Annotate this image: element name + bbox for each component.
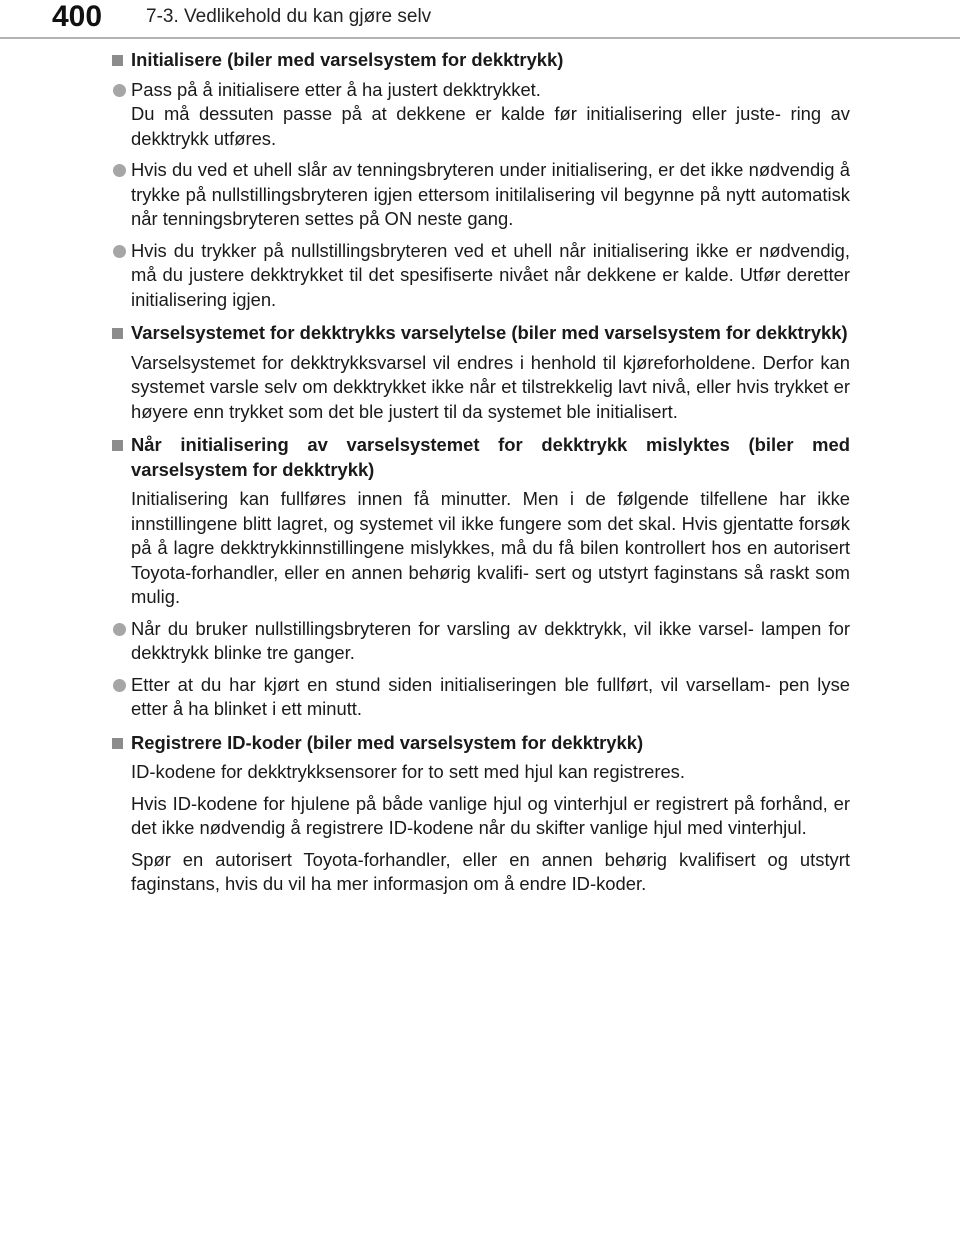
circle-bullet-icon: [113, 245, 126, 258]
list-item: [110, 673, 850, 722]
circle-bullet-icon: [113, 623, 126, 636]
section-heading: [110, 731, 850, 756]
circle-bullet-icon: [113, 84, 126, 97]
section-heading-text: Registrere ID-koder (biler med varselsystem for dekktrykk): [131, 731, 644, 753]
list-item-text: Hvis du ved et uhell slår av tenningsbryteren under initialisering, er det ikke nødvendig å trykke på nullstillingsbryteren igjen ettersom initilalisering vil begynne på nytt automatisk når tenningsbryteren settes på ON neste gang.: [131, 159, 850, 229]
square-bullet-icon: [112, 328, 123, 339]
list-item-text: Etter at du har kjørt en stund siden initialiseringen ble fullført, vil varsellam- pen lyse etter å ha blinket i ett minutt.: [131, 673, 850, 719]
list-item-text: Når du bruker nullstillingsbryteren for varsling av dekktrykk, vil ikke varsel- lampen for dekktrykk blinke tre ganger.: [131, 617, 850, 663]
page-number: 400: [52, 0, 103, 33]
section-heading: [110, 321, 850, 346]
paragraph: Spør en autorisert Toyota-forhandler, eller en annen behørig kvalifisert og utstyrt faginstans, hvis du vil ha mer informasjon om å endre ID-koder.: [131, 848, 850, 894]
square-bullet-icon: [112, 738, 123, 749]
circle-bullet-icon: [113, 679, 126, 692]
circle-bullet-icon: [113, 164, 126, 177]
list-item-text: Hvis du trykker på nullstillingsbryteren ved et uhell når initialisering ikke er nødvendig, må du justere dekktrykket til det spesifiserte nivået når dekkene er kalde. Utfør deretter initialisering igjen.: [131, 239, 850, 310]
paragraph: ID-kodene for dekktrykksensorer for to sett med hjul kan registreres.: [131, 761, 685, 782]
section-heading: [110, 433, 850, 482]
square-bullet-icon: [112, 440, 123, 451]
list-item: [110, 78, 850, 152]
chapter-title: 7-3. Vedlikehold du kan gjøre selv: [146, 6, 432, 27]
section-heading-text: Initialisere (biler med varselsystem for dekktrykk): [131, 49, 564, 70]
list-item-text: Du må dessuten passe på at dekkene er kalde før initialisering eller juste- ring av dekktrykk utføres.: [131, 103, 850, 149]
list-item-text: Pass på å initialisere etter å ha justert dekktrykket.: [131, 78, 541, 100]
paragraph: Varselsystemet for dekktrykksvarsel vil endres i henhold til kjøreforholdene. Derfor kan systemet varsle selv om dekktrykket ikke når et tilstrekkelig lavt nivå, eller hvis trykket er høyere enn trykket som det ble justert til da systemet ble initialisert.: [131, 351, 850, 422]
list-item: [110, 158, 850, 232]
page-header: [0, 0, 960, 42]
section-heading-text: Varselsystemet for dekktrykks varselytelse (biler med varselsystem for dekktrykk): [131, 322, 848, 343]
header-rule: [0, 37, 960, 39]
page-content: [110, 48, 850, 897]
paragraph: Initialisering kan fullføres innen få minutter. Men i de følgende tilfellene har ikke innstillingene blitt lagret, og systemet vil ikke fungere som det skal. Hvis gjentatte forsøk på å lagre dekktrykkinnstillingene mislykkes, må du få bilen kontrollert hos en autorisert Toyota-forhandler, eller en annen behørig kvalifi- sert og utstyrt faginstans så raskt som mulig.: [131, 488, 850, 607]
paragraph: Hvis ID-kodene for hjulene på både vanlige hjul og vinterhjul er registrert på forhånd, er det ikke nødvendig å registrere ID-kodene når du skifter vanlige hjul med vinterhjul.: [131, 792, 850, 838]
square-bullet-icon: [112, 55, 123, 66]
section-heading: [110, 48, 850, 73]
section-heading-text: Når initialisering av varselsystemet for dekktrykk mislyktes (biler med varselsystem for dekktrykk): [131, 434, 850, 480]
list-item: [110, 617, 850, 666]
list-item: [110, 239, 850, 313]
